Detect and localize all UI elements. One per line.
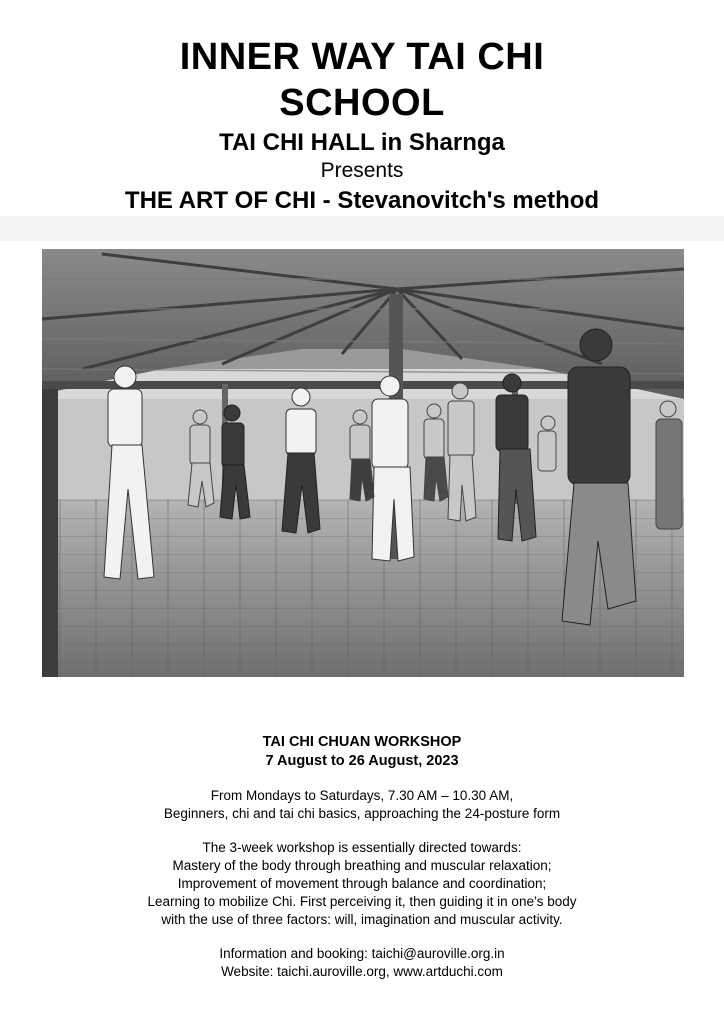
contact-paragraph	[0, 945, 724, 981]
presents-text: Presents	[320, 159, 404, 182]
description-paragraph	[0, 839, 724, 929]
website-info: Website: taichi.auroville.org, www.artduchi.com	[221, 964, 503, 979]
school-title-line-2: SCHOOL	[279, 82, 445, 124]
workshop-details	[0, 733, 724, 997]
description-line-2: Mastery of the body through breathing and muscular relaxation;	[172, 858, 552, 873]
schedule-paragraph	[0, 787, 724, 823]
booking-info: Information and booking: taichi@auroville.org.in	[219, 946, 505, 961]
schedule-line-2: Beginners, chi and tai chi basics, approaching the 24-posture form	[163, 806, 561, 821]
method-tagline: THE ART OF CHI - Stevanovitch's method	[124, 187, 600, 214]
workshop-title: TAI CHI CHUAN WORKSHOP	[262, 734, 462, 750]
tai-chi-class-photo-illustration	[42, 249, 684, 677]
poster-header	[0, 34, 724, 216]
header-band	[0, 216, 724, 241]
tai-chi-class-photo	[42, 249, 684, 677]
school-title-line-1: INNER WAY TAI CHI	[179, 36, 545, 78]
description-line-5: with the use of three factors: will, imagination and muscular activity.	[161, 912, 563, 927]
description-line-3: Improvement of movement through balance and coordination;	[177, 876, 547, 891]
description-line-1: The 3-week workshop is essentially directed towards:	[202, 840, 522, 855]
description-line-4: Learning to mobilize Chi. First perceiving it, then guiding it in one’s body	[147, 894, 577, 909]
schedule-line-1: From Mondays to Saturdays, 7.30 AM – 10.30 AM,	[210, 788, 514, 803]
hall-subtitle: TAI CHI HALL in Sharnga	[219, 129, 505, 156]
workshop-dates: 7 August to 26 August, 2023	[265, 753, 459, 769]
